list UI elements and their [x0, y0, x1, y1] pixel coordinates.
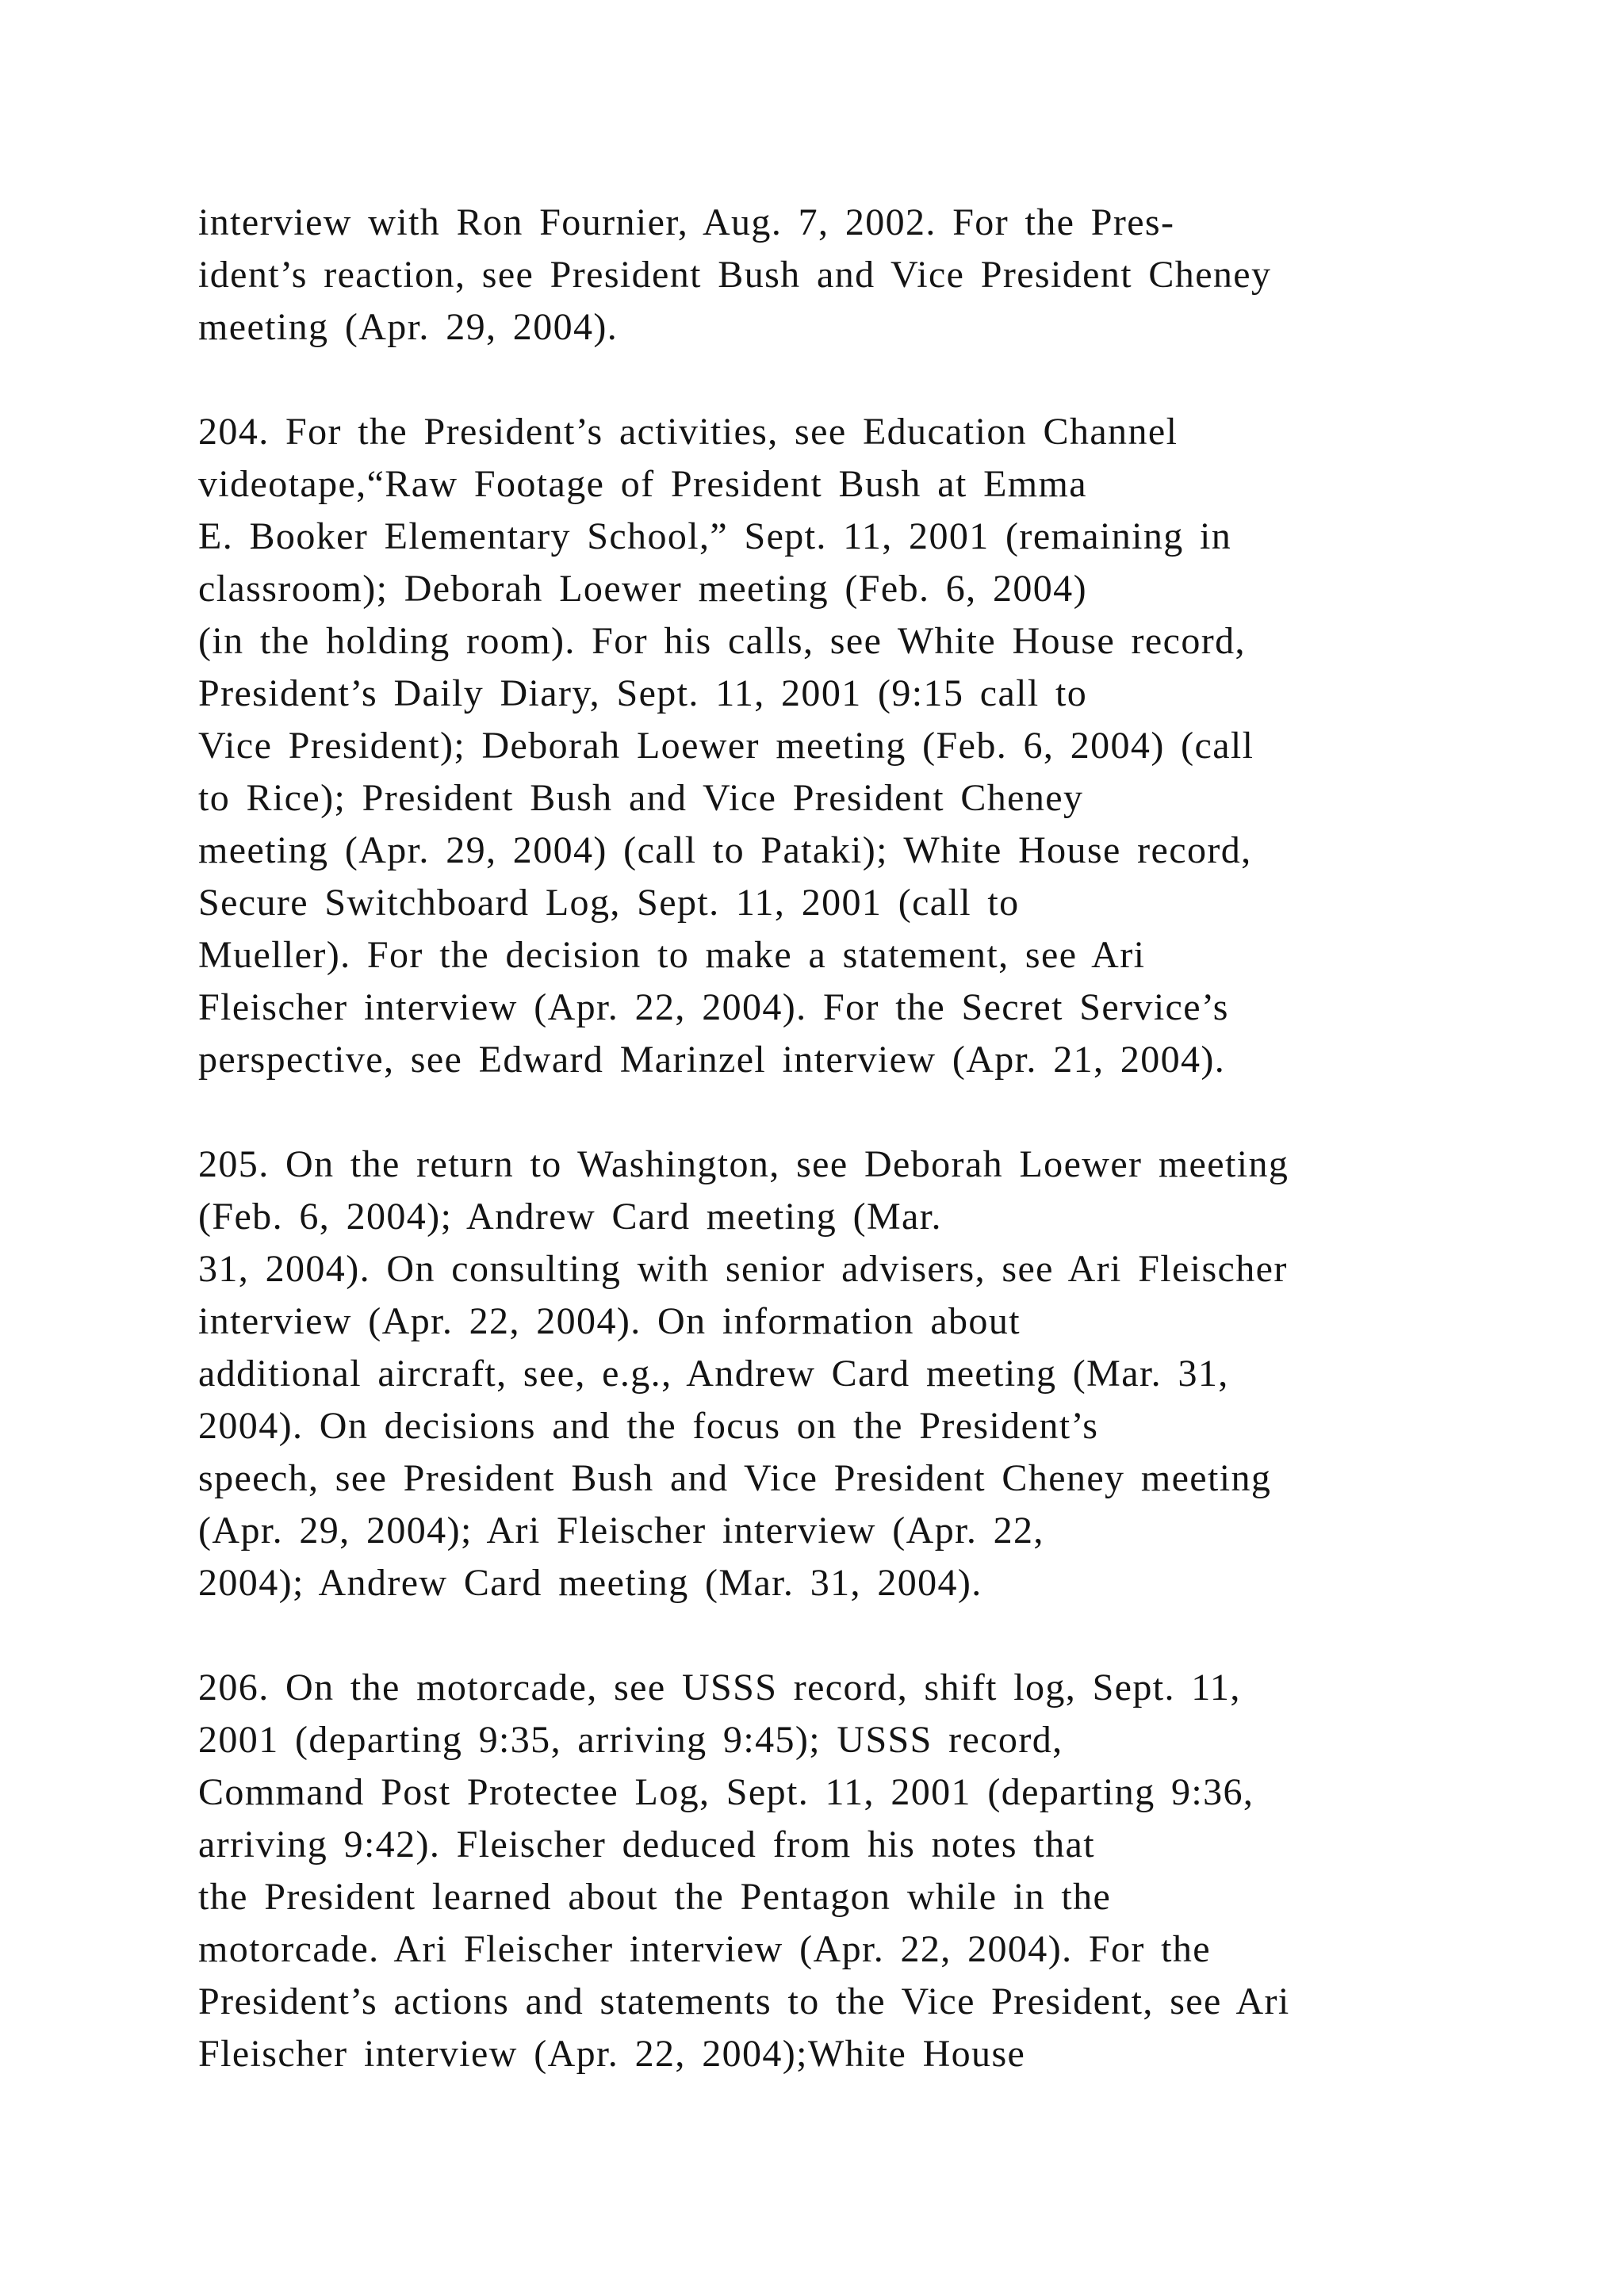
text-line: meeting (Apr. 29, 2004). — [198, 306, 619, 348]
text-line: speech, see President Bush and Vice President Cheney meeting — [198, 1457, 1272, 1499]
text-line: interview with Ron Fournier, Aug. 7, 2002. For the Pres- — [198, 201, 1175, 243]
text-line: 2004). On decisions and the focus on the President’s — [198, 1405, 1099, 1447]
text-line: arriving 9:42). Fleischer deduced from his notes that — [198, 1823, 1095, 1866]
text-line: President’s actions and statements to the Vice President, see Ari — [198, 1980, 1290, 2022]
text-line: motorcade. Ari Fleischer interview (Apr. 22, 2004). For the — [198, 1928, 1212, 1970]
text-line: classroom); Deborah Loewer meeting (Feb. 6, 2004) — [198, 568, 1087, 610]
text-line: videotape,“Raw Footage of President Bush at Emma — [198, 463, 1087, 505]
text-line: 204. For the President’s activities, see Education Channel — [198, 411, 1178, 453]
text-line: 206. On the motorcade, see USSS record, shift log, Sept. 11, — [198, 1667, 1241, 1709]
text-line: ident’s reaction, see President Bush and Vice President Cheney — [198, 254, 1272, 296]
text-line: President’s Daily Diary, Sept. 11, 2001 (9:15 call to — [198, 672, 1088, 714]
text-line: Secure Switchboard Log, Sept. 11, 2001 (call to — [198, 882, 1020, 924]
notes-text-block — [198, 197, 1530, 2133]
text-line: E. Booker Elementary School,” Sept. 11, 2001 (remaining in — [198, 515, 1232, 557]
text-line: the President learned about the Pentagon while in the — [198, 1876, 1112, 1918]
text-line: 205. On the return to Washington, see Deborah Loewer meeting — [198, 1143, 1289, 1185]
text-line: meeting (Apr. 29, 2004) (call to Pataki); White House record, — [198, 829, 1252, 871]
text-line: Vice President); Deborah Loewer meeting (Feb. 6, 2004) (call — [198, 725, 1254, 767]
text-line: 2004); Andrew Card meeting (Mar. 31, 2004). — [198, 1562, 982, 1604]
text-line: (Feb. 6, 2004); Andrew Card meeting (Mar. — [198, 1196, 942, 1238]
text-line: Fleischer interview (Apr. 22, 2004). For the Secret Service’s — [198, 986, 1229, 1028]
text-line: interview (Apr. 22, 2004). On information about — [198, 1300, 1021, 1342]
note-204 — [198, 406, 1530, 1086]
text-line: Command Post Protectee Log, Sept. 11, 2001 (departing 9:36, — [198, 1771, 1254, 1813]
note-205 — [198, 1138, 1530, 1609]
paragraph-continuation — [198, 197, 1530, 354]
text-line: (Apr. 29, 2004); Ari Fleischer interview (Apr. 22, — [198, 1510, 1044, 1552]
text-line: (in the holding room). For his calls, see White House record, — [198, 620, 1246, 662]
note-206 — [198, 1662, 1530, 2080]
text-line: 31, 2004). On consulting with senior advisers, see Ari Fleischer — [198, 1248, 1288, 1290]
text-line: additional aircraft, see, e.g., Andrew Card meeting (Mar. 31, — [198, 1353, 1229, 1395]
text-line: 2001 (departing 9:35, arriving 9:45); USSS record, — [198, 1719, 1063, 1761]
text-line: to Rice); President Bush and Vice President Cheney — [198, 777, 1084, 819]
text-line: perspective, see Edward Marinzel interview (Apr. 21, 2004). — [198, 1039, 1226, 1081]
text-line: Fleischer interview (Apr. 22, 2004);White House — [198, 2033, 1026, 2075]
text-line: Mueller). For the decision to make a statement, see Ari — [198, 934, 1146, 976]
